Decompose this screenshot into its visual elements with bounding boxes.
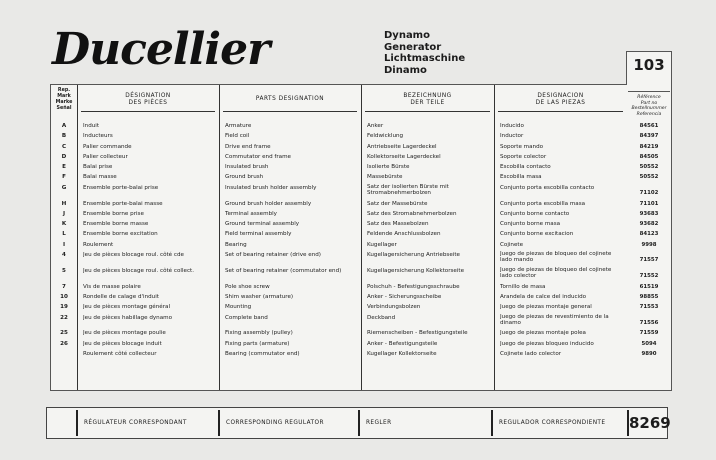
table-row <box>51 172 659 182</box>
cell-fr: Ensemble borne prise <box>83 210 144 217</box>
cell-en: Set of bearing retainer (commutator end) <box>225 267 342 274</box>
cell-reference: 84561 <box>639 123 659 129</box>
cell-es: Inducido <box>500 123 524 129</box>
table-row <box>51 292 659 302</box>
cell-en: Ground terminal assembly <box>225 221 300 228</box>
regulator-en: CORRESPONDING REGULATOR <box>226 420 324 426</box>
cell-de: Polschuh - Befestigungsschraube <box>367 283 460 290</box>
cell-de: Kugellager Kollektorseite <box>367 350 437 357</box>
cell-fr: Ensemble porte-balai masse <box>83 200 163 207</box>
table-row <box>51 152 659 162</box>
header-de-line1: BEZEICHNUNG <box>403 93 452 99</box>
row-mark: J <box>62 210 66 217</box>
row-mark: B <box>61 133 67 140</box>
cell-fr: Ensemble borne excitation <box>83 231 158 238</box>
cell-es: Juego de piezas bloqueo inducido <box>500 340 594 347</box>
header-rule <box>81 111 215 112</box>
cell-en: Insulated brush <box>225 164 269 171</box>
cell-en: Field coil <box>225 133 250 140</box>
row-mark: I <box>62 241 66 248</box>
mark-header <box>51 88 77 112</box>
cell-fr: Vis de masse polaire <box>83 283 141 290</box>
title-de: Lichtmaschine <box>384 53 466 64</box>
cell-reference: 84219 <box>639 143 659 150</box>
reference-header <box>628 91 670 117</box>
header-en <box>221 96 359 103</box>
cell-es: Conjunto porta escobilla masa <box>500 200 586 207</box>
header-rule <box>498 111 623 112</box>
cell-reference: 61519 <box>639 283 659 290</box>
regulator-number: 8269 <box>629 414 671 432</box>
row-mark: K <box>61 221 67 228</box>
table-row <box>51 121 659 131</box>
cell-de: Antriebseite Lagerdeckel <box>367 143 437 150</box>
cell-en: Complete band <box>225 314 268 321</box>
cell-es: Cojinete <box>500 241 524 248</box>
cell-es: Tornillo de masa <box>500 283 546 290</box>
regulator-es: REGULADOR CORRESPONDIENTE <box>499 420 606 426</box>
header-es-line1: DESIGNACION <box>537 93 584 99</box>
mark-header-es: Señal <box>56 106 72 111</box>
regulator-de: REGLER <box>366 420 392 426</box>
cell-reference: 71553 <box>639 304 659 311</box>
title-fr: Dynamo <box>384 30 430 41</box>
cell-fr: Palier collecteur <box>83 153 128 160</box>
row-mark: D <box>61 153 67 160</box>
cell-fr: Roulement côté collecteur <box>83 350 157 357</box>
cell-reference: 84505 <box>639 153 659 160</box>
row-mark: L <box>62 231 66 238</box>
cell-fr: Roulement <box>83 241 114 248</box>
row-mark: A <box>61 123 67 129</box>
title-en: Generator <box>384 41 442 53</box>
cell-en: Armature <box>225 123 252 129</box>
cell-en: Bearing <box>225 241 247 248</box>
cell-fr: Jeu de pièces montage général <box>83 304 171 311</box>
cell-de: Kollektorseite Lagerdeckel <box>367 153 441 160</box>
row-mark: 26 <box>60 340 68 347</box>
header-es-line2: DE LAS PIEZAS <box>535 100 586 106</box>
header-fr <box>79 93 217 107</box>
row-mark: F <box>62 174 66 181</box>
cell-de: Feldwicklung <box>367 133 404 140</box>
ducellier-logo: Ducellier <box>52 24 270 75</box>
cell-fr: Jeu de pièces habillage dynamo <box>83 314 173 321</box>
reference-header-fr: Référence <box>637 95 661 100</box>
cell-fr: Ensemble borne masse <box>83 221 149 228</box>
cell-de: Kugellagersicherung Kollektorseite <box>367 267 465 274</box>
cell-reference: 9890 <box>641 350 657 357</box>
page-number: 103 <box>633 56 665 74</box>
cell-es: Cojinete lado colector <box>500 350 562 357</box>
mark-header-de: Marke <box>55 100 73 105</box>
cell-reference: 71557 <box>639 257 659 264</box>
cell-de: Kugellager <box>367 241 397 248</box>
table-row <box>51 349 657 359</box>
cell-es: Conjunto borne excitacion <box>500 231 574 238</box>
table-row <box>51 282 659 292</box>
cell-de: Riemenscheiben - Befestigungsteile <box>367 330 468 337</box>
table-row <box>51 266 659 282</box>
mark-header-en: Mark <box>57 94 71 99</box>
cell-en: Terminal assembly <box>225 210 277 217</box>
cell-de: Deckband <box>367 314 396 321</box>
mark-header-fr: Rep. <box>57 88 71 93</box>
row-mark: 4 <box>62 252 66 259</box>
header-de <box>363 93 492 107</box>
cell-es: Escobilla masa <box>500 174 542 181</box>
header-es <box>496 93 625 107</box>
cell-de: Satz des Massebolzen <box>367 221 429 228</box>
table-row <box>51 313 659 329</box>
cell-en: Fixing parts (armature) <box>225 340 290 347</box>
cell-reference: 93683 <box>639 210 659 217</box>
row-mark: E <box>62 164 66 171</box>
cell-fr: Jeu de pièces blocage induit <box>83 340 162 347</box>
cell-en: Set of bearing retainer (drive end) <box>225 252 321 259</box>
title-es: Dinamo <box>384 64 427 76</box>
table-row <box>51 328 659 338</box>
cell-reference: 71552 <box>639 272 659 279</box>
regulator-bar <box>46 407 671 439</box>
cell-es: Conjunto borne contacto <box>500 210 570 217</box>
cell-reference: 71559 <box>639 330 659 337</box>
reference-header-es: Referencia <box>636 111 662 117</box>
cell-fr: Rondelle de calage d'induit <box>83 293 159 300</box>
cell-es: Soporte colector <box>500 153 547 160</box>
cell-reference: 84123 <box>639 231 659 238</box>
table-row <box>51 162 659 172</box>
cell-reference: 9998 <box>641 241 657 248</box>
cell-de: Kugellagersicherung Antriebseite <box>367 252 460 259</box>
cell-reference: 5094 <box>641 340 657 347</box>
product-titles <box>384 30 465 76</box>
table-body <box>51 121 659 359</box>
row-mark: G <box>61 184 67 191</box>
cell-fr: Ensemble porte-balai prise <box>83 184 159 191</box>
header-en-line1: PARTS DESIGNATION <box>255 96 325 102</box>
cell-de: Massebürste <box>367 174 403 181</box>
row-mark: 10 <box>60 293 68 300</box>
header-rule <box>365 111 490 112</box>
cell-es: Juego de piezas de bloqueo del cojinete lado mando <box>500 251 612 264</box>
cell-en: Insulated brush holder assembly <box>225 184 317 191</box>
cell-de: Feldende Anschlussbolzen <box>367 231 441 238</box>
cell-es: Conjunto borne masa <box>500 221 561 228</box>
cell-de: Anker <box>367 123 384 129</box>
cell-es: Soporte mando <box>500 143 544 150</box>
cell-en: Fixing assembly (pulley) <box>225 330 293 337</box>
cell-de: Verbindungsbolzen <box>367 304 421 311</box>
cell-de: Isolierte Bürste <box>367 164 410 171</box>
cell-es: Juego de piezas montaje polea <box>500 330 586 337</box>
cell-de: Anker - Sicherungsscheibe <box>367 293 442 300</box>
cell-fr: Induit <box>83 123 100 129</box>
table-row <box>51 250 659 266</box>
cell-es: Juego de piezas de bloqueo del cojinete lado colector <box>500 266 612 280</box>
cell-de: Satz der Massebürste <box>367 200 428 207</box>
cell-en: Pole shoe screw <box>225 283 270 290</box>
cell-reference: 71101 <box>639 200 659 207</box>
cell-en: Mounting <box>225 304 252 311</box>
cell-fr: Jeu de pièces blocage roul. côté cde <box>83 252 184 259</box>
table-row <box>51 339 657 349</box>
regulator-fr: RÉGULATEUR CORRESPONDANT <box>84 420 187 426</box>
row-mark: 5 <box>62 267 66 274</box>
cell-reference: 71102 <box>639 189 659 196</box>
row-mark: 7 <box>62 283 66 290</box>
cell-fr: Balai prise <box>83 164 113 171</box>
cell-reference: 71556 <box>639 319 659 326</box>
cell-en: Ground brush <box>225 174 264 181</box>
table-row <box>51 183 659 199</box>
cell-es: Inductor <box>500 133 524 140</box>
table-row <box>51 219 659 229</box>
header-fr-line2: DES PIÈCES <box>128 100 168 106</box>
cell-fr: Palier commande <box>83 143 132 150</box>
cell-fr: Inducteurs <box>83 133 113 140</box>
cell-reference: 50552 <box>639 164 659 171</box>
table-row <box>51 131 659 141</box>
cell-fr: Jeu de pièces montage poulie <box>83 330 166 337</box>
header-fr-line1: DÉSIGNATION <box>125 93 171 99</box>
cell-de: Satz des Stromabnehmerbolzen <box>367 210 457 217</box>
cell-es: Conjunto porta escobilla contacto <box>500 184 595 191</box>
cell-es: Arandela de calce del inducido <box>500 293 587 300</box>
cell-reference: 98855 <box>639 293 659 300</box>
cell-fr: Jeu de pièces blocage roul. côté collect. <box>83 267 195 274</box>
table-row <box>51 209 659 219</box>
cell-en: Field terminal assembly <box>225 231 292 238</box>
cell-en: Shim washer (armature) <box>225 293 294 300</box>
cell-reference: 93682 <box>639 221 659 228</box>
cell-reference: 84397 <box>639 133 659 140</box>
table-row <box>51 240 657 250</box>
cell-es: Juego de piezas montaje general <box>500 304 592 311</box>
table-row <box>51 302 659 312</box>
cell-en: Bearing (commutator end) <box>225 350 300 357</box>
reference-header-en: Part no <box>640 100 658 106</box>
row-mark: 22 <box>60 314 68 321</box>
reference-header-de: Bestellnummer <box>631 106 667 112</box>
table-row <box>51 199 659 209</box>
cell-en: Ground brush holder assembly <box>225 200 312 207</box>
cell-es: Escobilla contacto <box>500 164 551 171</box>
cell-en: Commutator end frame <box>225 153 291 160</box>
row-mark: C <box>61 143 67 150</box>
cell-de: Anker - Befestigungsteile <box>367 340 438 347</box>
row-mark: 25 <box>60 330 68 337</box>
table-row <box>51 229 659 239</box>
row-mark: H <box>61 200 67 207</box>
table-row <box>51 142 659 152</box>
row-mark: 19 <box>60 304 68 311</box>
cell-de: Satz der isolierten Bürste mit Stromabnehmerbolzen <box>367 183 449 196</box>
cell-en: Drive end frame <box>225 143 271 150</box>
header-de-line2: DER TEILE <box>410 100 445 106</box>
cell-es: Juego de piezas de revestimiento de la dinamo <box>500 313 609 326</box>
cell-fr: Balai masse <box>83 174 117 181</box>
cell-reference: 50552 <box>639 174 659 181</box>
header-rule <box>223 111 357 112</box>
